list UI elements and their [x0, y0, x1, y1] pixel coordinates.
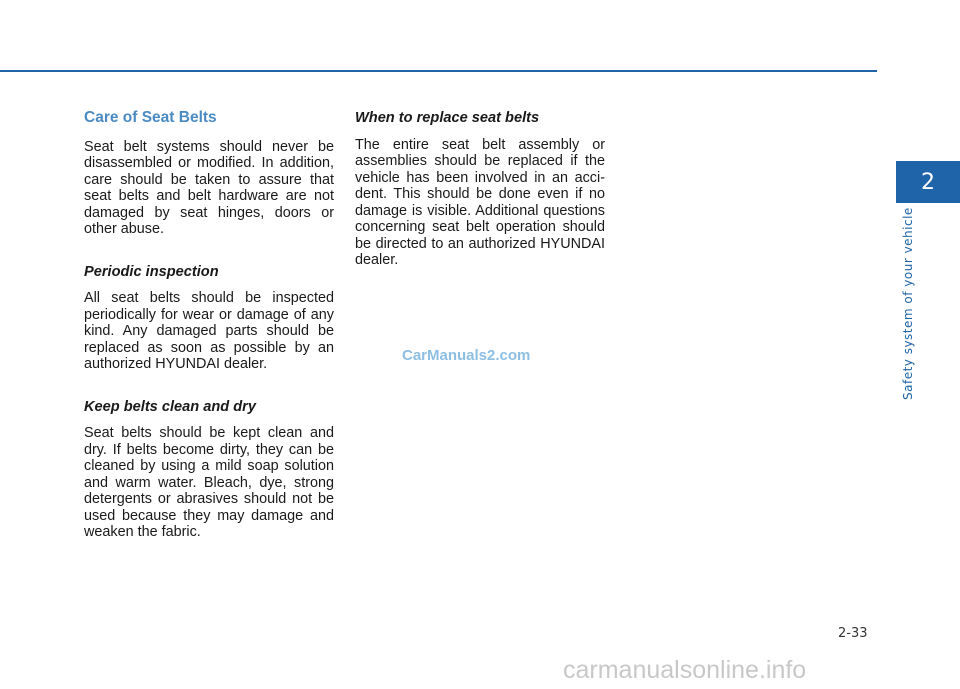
watermark-logo: CarManuals2.com [402, 347, 531, 364]
page-number: 2-33 [838, 626, 868, 641]
footer-watermark: carmanualsonline.info [563, 656, 807, 684]
left-column [84, 110, 334, 567]
chapter-title-vertical [901, 207, 928, 402]
keep-clean-text: Seat belts should be kept clean and dry. If belts become dirty, they can be cleaned by using a mild soap solution and warm water. Bleach, dye, strong detergents or abrasives should not be used because they may damage and weaken the fabric. [84, 425, 334, 540]
when-to-replace-text: The entire seat belt assembly or assemblies should be replaced if the vehicle has been involved in an accident. This should be done even if no damage is visible. Additional questions concerning seat belt operation should be directed to an authorized HYUNDAI dealer. [355, 136, 605, 268]
keep-clean-heading: Keep belts clean and dry [84, 398, 256, 415]
when-to-replace-heading: When to replace seat belts [355, 110, 540, 126]
periodic-inspection-heading: Periodic inspection [84, 263, 219, 280]
chapter-number-tab: 2 [896, 161, 960, 203]
section-title: Care of Seat Belts [84, 109, 217, 126]
intro-paragraph: Seat belt systems should never be disassembled or modified. In addition, care should be taken to assure that seat belts and belt hardware are not damaged by seat hinges, doors or other abuse. [84, 138, 334, 237]
right-column [355, 110, 605, 295]
chapter-title: Safety system of your vehicle [901, 207, 915, 400]
periodic-inspection-text: All seat belts should be inspected periodically for wear or damage of any kind. Any damaged parts should be replaced as soon as possible by an authorized HYUNDAI dealer. [84, 290, 334, 372]
header-rule [0, 70, 877, 72]
